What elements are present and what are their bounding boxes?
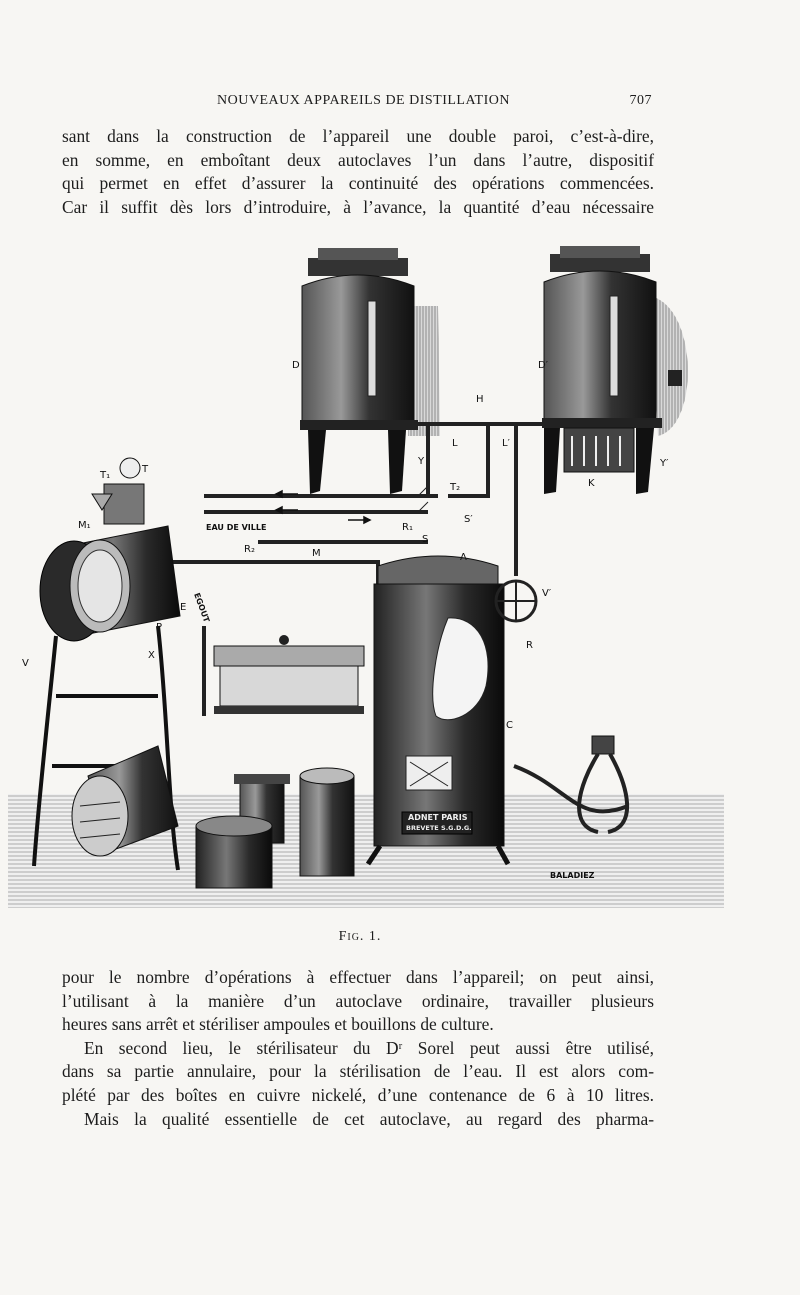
text-line: heures sans arrêt et stériliser ampoules et bouillons de culture. [62,1014,494,1035]
label-c: C [506,720,513,731]
apparatus-illustration [8,246,724,911]
text-line: sant dans la construction de l’appareil une double paroi, c’est-à-dire, [62,126,654,146]
sterilizing-tray [214,635,364,714]
text-line: l’utilisant à la manière d’un autoclave ordinaire, travailler plusieurs [62,990,654,1011]
text-line: pour le nombre d’opérations à effectuer dans l’appareil; on peut ainsi, [62,967,654,987]
label-l-prime: L′ [502,438,510,449]
label-y-prime: Y′ [660,458,669,469]
label-p: P [156,622,163,633]
label-egout: EGOUT [192,591,212,624]
text-line: qui permet en effet d’assurer la continuité des opérations commencées. [62,173,654,194]
text-line: En second lieu, le stérilisateur du Dʳ Sorel peut aussi être utilisé, [84,1037,654,1058]
label-plate-2: BREVETE S.G.D.G. [406,824,472,832]
label-h: H [476,394,484,405]
figure-engraving [8,246,724,911]
text-line: Car il suffit dès lors d’introduire, à l’avance, la quantité d’eau nécessaire [62,196,654,217]
label-r2: R₂ [244,544,255,555]
label-k: K [588,478,595,489]
figure-caption: Fig. 1. [338,929,382,944]
autoclave-d [300,248,418,494]
text-line: plété par des boîtes en cuivre nickelé, d’une contenance de 6 à 10 litres. [62,1084,654,1105]
paragraph-bottom [62,966,654,1131]
label-x: X [148,650,155,661]
label-d-prime: D′ [538,360,548,371]
label-t1: T₁ [100,470,111,481]
label-t: T [142,464,149,475]
text-line: Mais la qualité essentielle de cet autoclave, au regard des pharma- [84,1108,654,1129]
engraver-signature: BALADIEZ [550,871,595,880]
running-head [62,93,652,113]
label-r: R [526,640,533,651]
label-v: V [22,658,29,669]
label-m1: M₁ [78,520,91,531]
label-s: S [422,534,429,545]
running-title: NOUVEAUX APPAREILS DE DISTILLATION [217,93,510,108]
label-y: Y [418,456,425,467]
label-t2: T₂ [450,482,461,493]
paragraph-top [62,125,654,219]
label-a: A [460,552,467,563]
label-v-prime: V′ [542,588,552,599]
label-eau-de-ville: EAU DE VILLE [206,523,267,532]
text-line: dans sa partie annulaire, pour la stérilisation de l’eau. Il est alors com- [62,1061,654,1082]
label-d: D [292,360,300,371]
page-number: 707 [629,93,652,108]
label-l: L [452,438,458,449]
text-line: en somme, en emboîtant deux autoclaves l’un dans l’autre, dispositif [62,149,654,170]
label-m: M [312,548,321,559]
label-plate-1: ADNET PARIS [408,813,468,822]
label-s-prime: S′ [464,514,473,525]
label-e: E [180,602,187,613]
label-r1: R₁ [402,522,413,533]
